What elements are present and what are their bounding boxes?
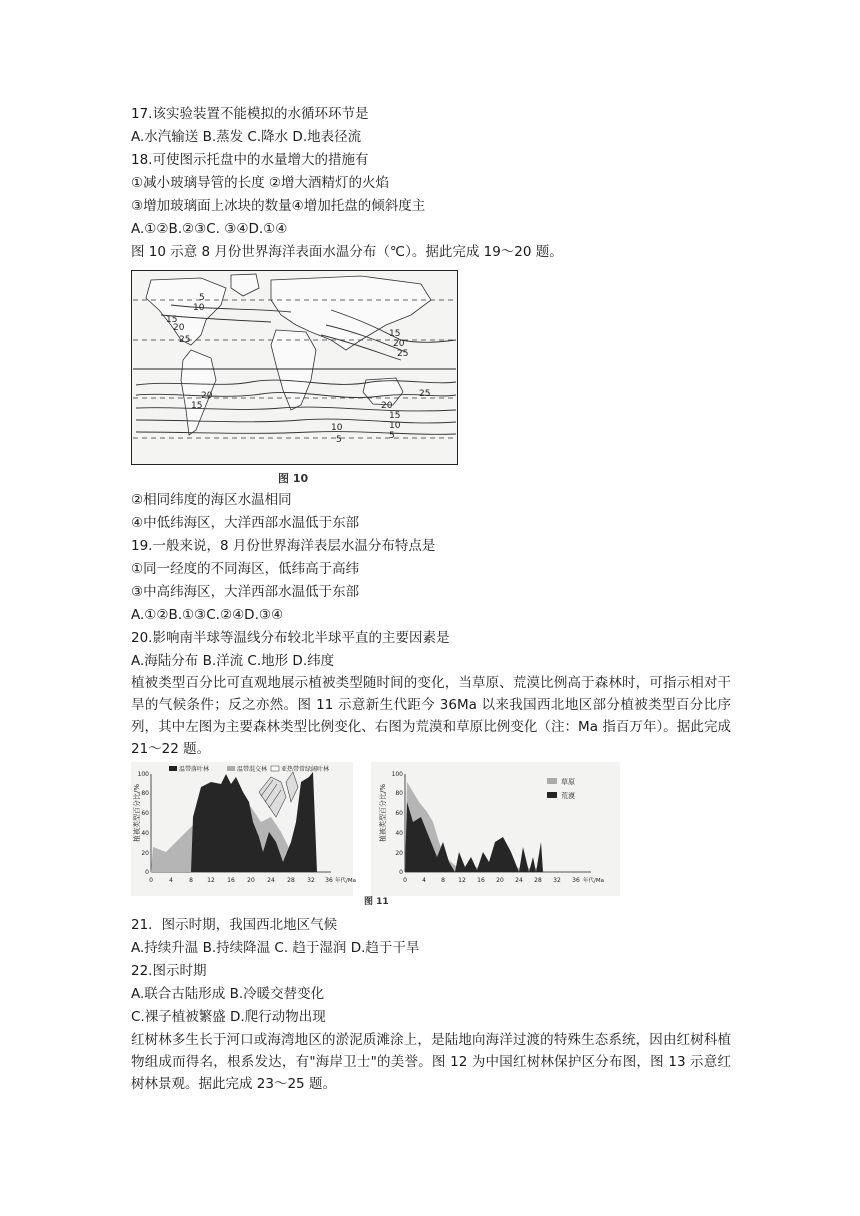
isotherm-label: 10 — [331, 423, 343, 433]
xtick: 16 — [477, 877, 485, 884]
ytick: 60 — [141, 810, 149, 817]
isotherm-label: 15 — [389, 329, 401, 339]
q18-stem: 18.可使图示托盘中的水量增大的措施有 — [131, 152, 369, 168]
xtick: 0 — [149, 877, 153, 884]
q19-stem: 19.一般来说，8 月份世界海洋表层水温分布特点是 — [131, 538, 436, 554]
xtick: 4 — [169, 877, 173, 884]
q18-line1: ①减小玻璃导管的长度 ②增大酒精灯的火焰 — [131, 175, 389, 191]
isotherm-label: 25 — [419, 389, 431, 399]
legend-grassland: 草原 — [561, 778, 575, 786]
ytick: 20 — [141, 850, 149, 857]
fig10-caption: 图 10 — [278, 472, 309, 485]
legend-temperate-deciduous: 温带落叶林 — [179, 766, 210, 773]
legend-temperate-mixed: 温带混交林 — [237, 766, 268, 773]
isotherm-label: 20 — [393, 339, 405, 349]
xtick: 36 — [572, 877, 580, 884]
xtick: 28 — [534, 877, 542, 884]
isotherm-label: 20 — [381, 401, 393, 411]
xtick: 4 — [422, 877, 426, 884]
q19-line2: ③中高纬海区，大洋西部水温低于东部 — [131, 584, 360, 600]
fig11-right-xlabel: 年代/Ma — [583, 878, 604, 884]
xtick: 24 — [515, 877, 523, 884]
xtick: 12 — [207, 877, 215, 884]
q20-stem: 20.影响南半球等温线分布较北半球平直的主要因素是 — [131, 630, 450, 646]
q22-stem: 22.图示时期 — [131, 963, 207, 979]
fig11-intro: 植被类型百分比可直观地展示植被类型随时间的变化，当草原、荒漠比例高于森林时，可指示相对干旱的气候条件；反之亦然。图 11 示意新生代距今 36Ma 以来我国西北地区部分植被类型百分比序列，其中左图为主要森林类型比例变化、右图为荒漠和草原比例变化（注：Ma 指百万年）。据此完成 21～22 题。 — [131, 675, 731, 757]
fig11-right-ylabel: 植被类型百分比/% — [379, 783, 387, 842]
legend-subtropical-evergreen: 亚热带常绿阔叶林 — [281, 766, 330, 773]
xtick: 24 — [267, 877, 275, 884]
legend-desert: 荒漠 — [561, 792, 575, 800]
xtick: 20 — [496, 877, 504, 884]
ytick: 60 — [395, 810, 403, 817]
q17-options: A.水汽输送 B.蒸发 C.降水 D.地表径流 — [131, 129, 362, 145]
fig11-left-ylabel: 植被类型百分比/% — [133, 783, 141, 842]
q22-line1: A.联合古陆形成 B.冷暖交替变化 — [131, 986, 325, 1002]
fig11-left-xlabel: 年代/Ma — [335, 878, 356, 884]
xtick: 36 — [325, 877, 333, 884]
ytick: 0 — [399, 869, 403, 876]
isotherm-label: 15 — [389, 411, 401, 421]
ytick: 100 — [137, 771, 149, 778]
xtick: 28 — [287, 877, 295, 884]
xtick: 0 — [403, 877, 407, 884]
isotherm-label: 10 — [389, 421, 401, 431]
xtick: 20 — [247, 877, 255, 884]
isotherm-label: 20 — [201, 391, 213, 401]
ytick: 80 — [395, 790, 403, 797]
q18-options: A.①②B.②③C. ③④D.①④ — [131, 221, 288, 237]
q22-line2: C.裸子植被繁盛 D.爬行动物出现 — [131, 1009, 326, 1025]
isotherm-label: 5 — [389, 431, 395, 441]
fig12-intro: 红树林多生长于河口或海湾地区的淤泥质滩涂上，是陆地向海洋过渡的特殊生态系统，因由红树科植物组成而得名，根系发达，有"海岸卫士"的美誉。图 12 为中国红树林保护区分布图，图 13 示意红树林景观。据此完成 23～25 题。 — [131, 1032, 731, 1092]
isotherm-label: 25 — [397, 349, 409, 359]
isotherm-label: 15 — [191, 401, 203, 411]
fig11-caption: 图 11 — [364, 897, 389, 907]
isotherm-label: 20 — [173, 323, 185, 333]
ytick: 0 — [145, 869, 149, 876]
q18-line2: ③增加玻璃面上冰块的数量④增加托盘的倾斜度主 — [131, 198, 426, 214]
xtick: 8 — [189, 877, 193, 884]
q19-options: A.①②B.①③C.②④D.③④ — [131, 607, 284, 623]
isotherm-label: 5 — [199, 293, 205, 303]
fig11-right-chart — [371, 762, 620, 896]
post-fig10-line1: ②相同纬度的海区水温相同 — [131, 492, 292, 508]
isotherm-label: 25 — [179, 335, 191, 345]
fig10-world-sst-map — [131, 270, 458, 465]
fig10-intro: 图 10 示意 8 月份世界海洋表面水温分布（℃）。据此完成 19～20 题。 — [131, 244, 563, 260]
post-fig10-line2: ④中低纬海区，大洋西部水温低于东部 — [131, 515, 360, 531]
xtick: 12 — [458, 877, 466, 884]
q20-options: A.海陆分布 B.洋流 C.地形 D.纬度 — [131, 653, 335, 669]
q21-stem: 21．图示时期，我国西北地区气候 — [131, 917, 338, 933]
isotherm-label: 10 — [193, 303, 205, 313]
ytick: 100 — [391, 771, 403, 778]
isotherm-label: 15 — [166, 315, 178, 325]
ytick: 40 — [141, 830, 149, 837]
xtick: 8 — [441, 877, 445, 884]
ytick: 20 — [395, 850, 403, 857]
isotherm-label: 5 — [336, 435, 342, 445]
fig11-left-chart — [131, 762, 356, 896]
xtick: 16 — [227, 877, 235, 884]
xtick: 32 — [307, 877, 315, 884]
xtick: 32 — [553, 877, 561, 884]
q21-options: A.持续升温 B.持续降温 C. 趋于湿润 D.趋于干旱 — [131, 940, 420, 956]
ytick: 40 — [395, 830, 403, 837]
ytick: 80 — [141, 790, 149, 797]
q19-line1: ①同一经度的不同海区，低纬高于高纬 — [131, 561, 360, 577]
q17-stem: 17.该实验装置不能模拟的水循环环节是 — [131, 106, 369, 122]
